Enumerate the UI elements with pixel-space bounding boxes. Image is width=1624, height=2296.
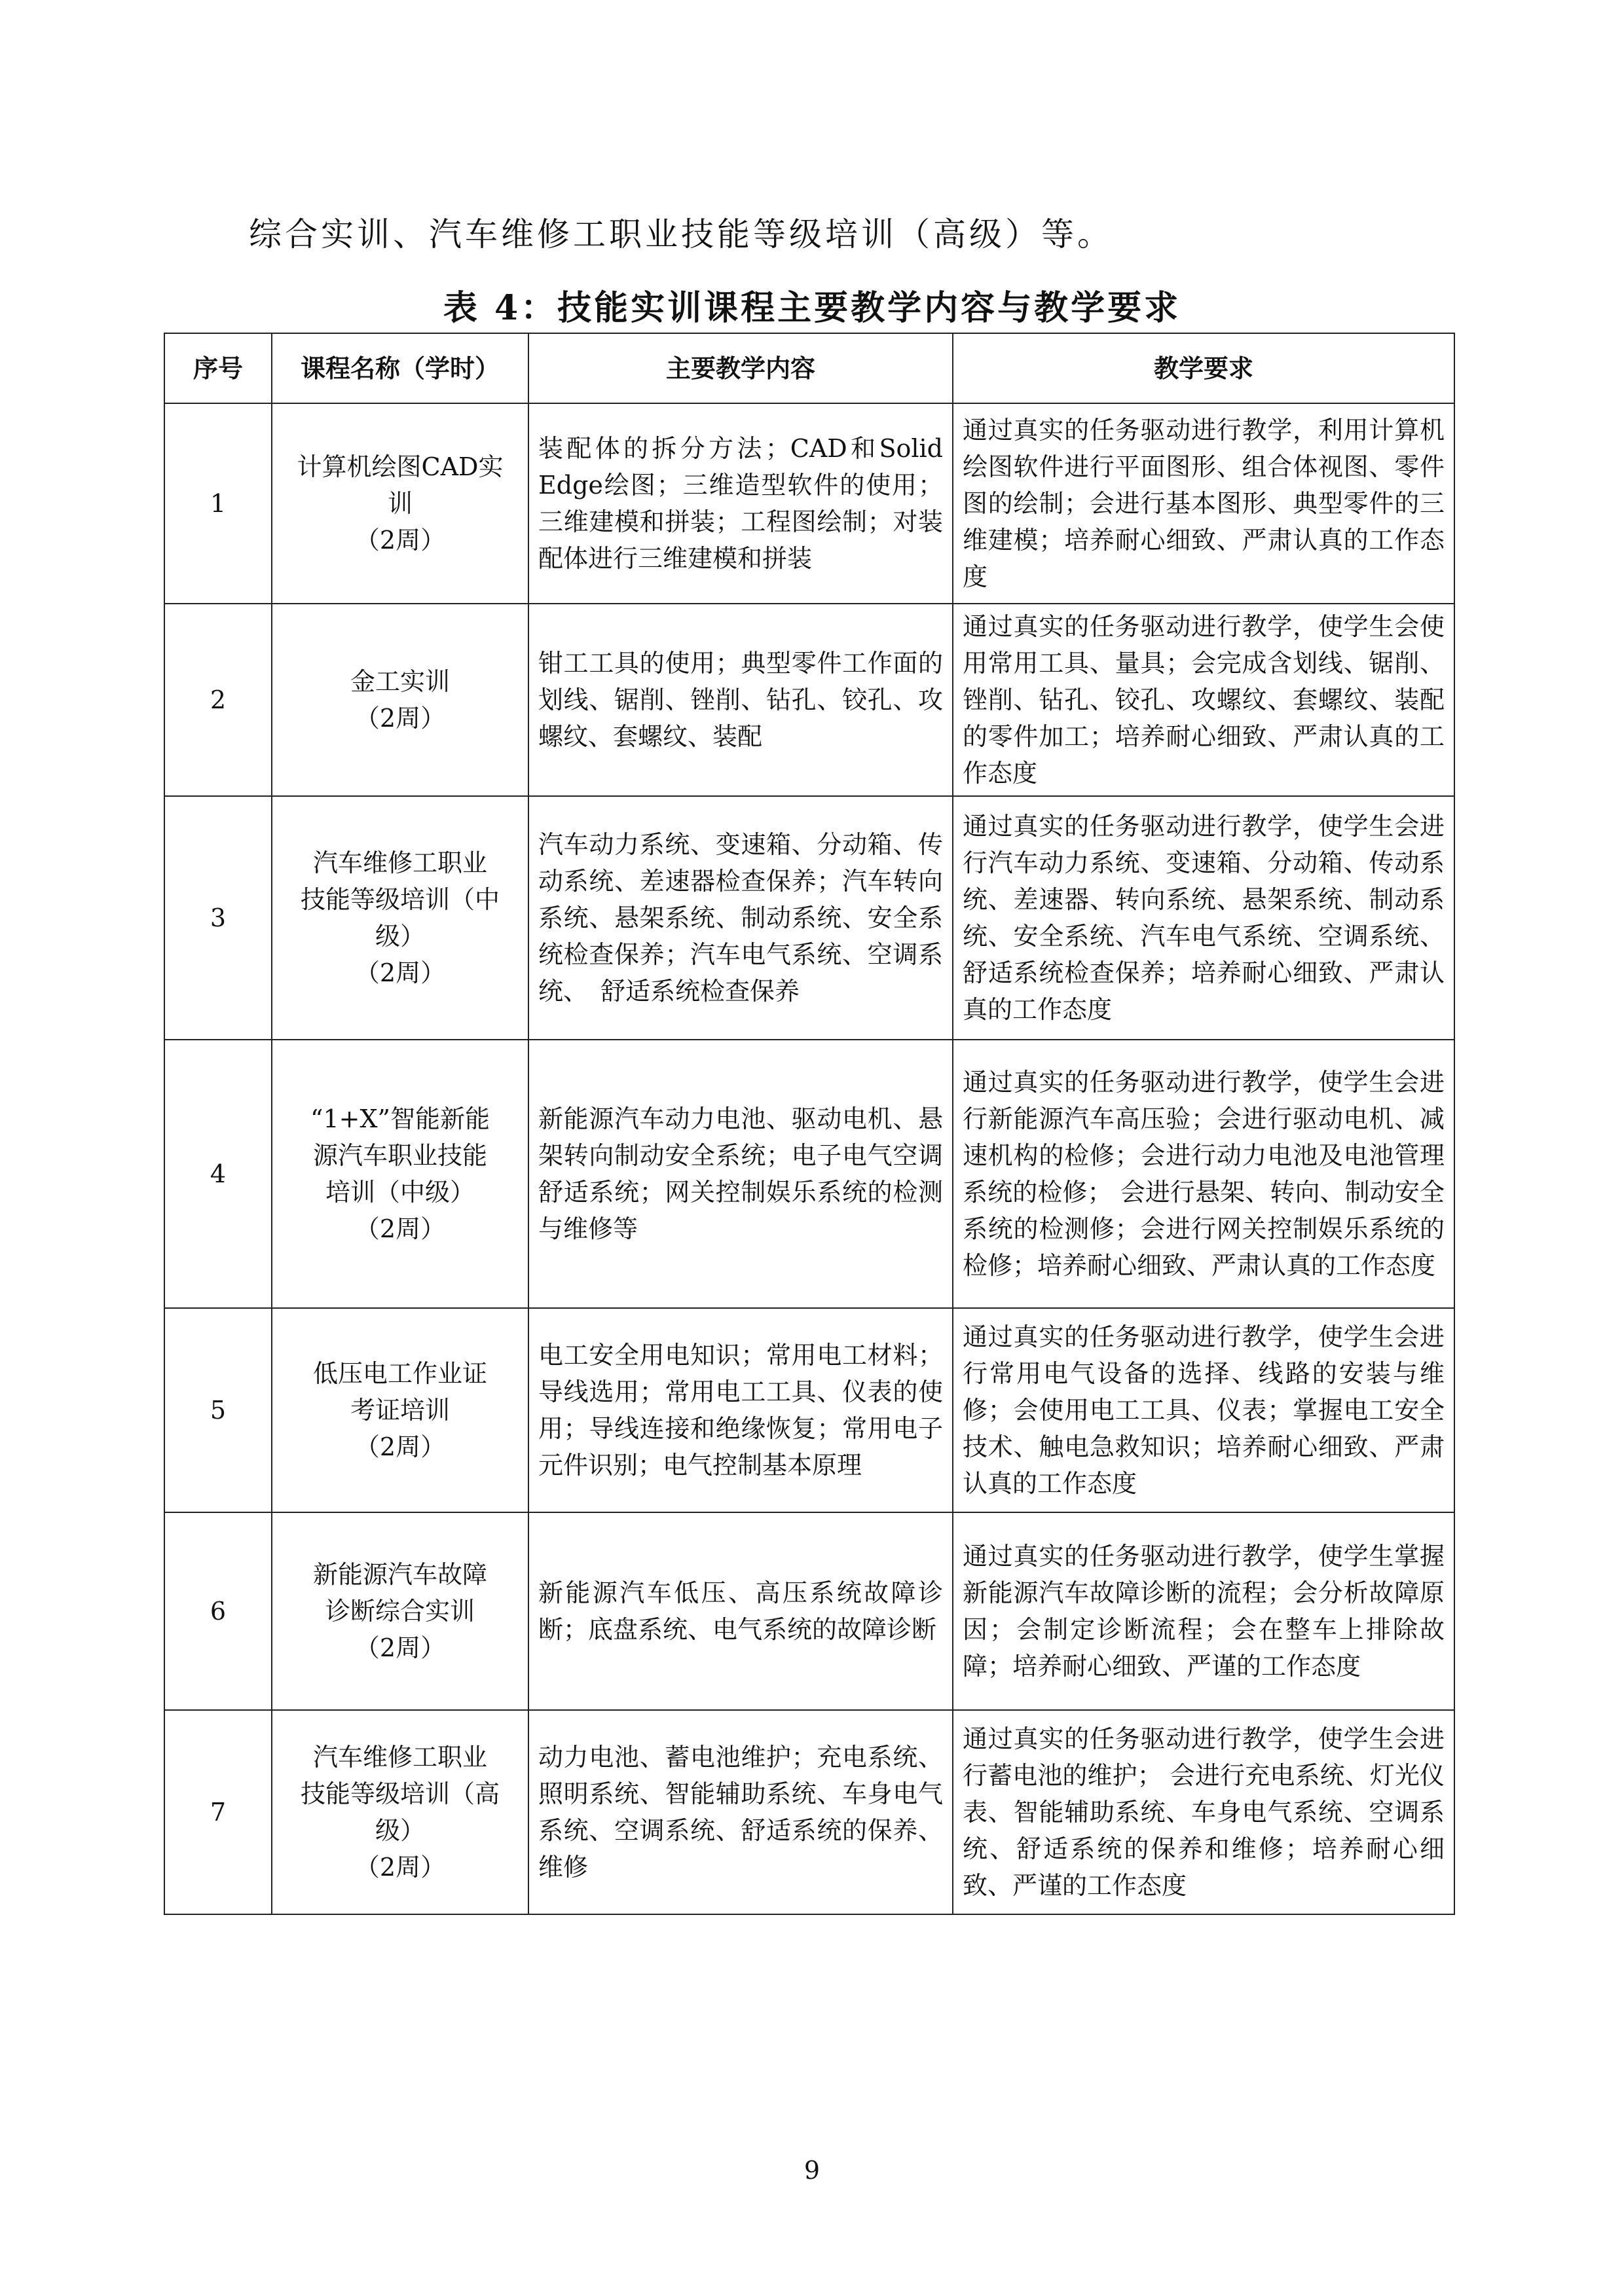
course-name-cell bbox=[272, 1710, 528, 1914]
requirement-cell: 通过真实的任务驱动进行教学，使学生掌握新能源汽车故障诊断的流程；会分析故障原因；会制定诊断流程；会在整车上排除故障；培养耐心细致、严谨的工作态度 bbox=[953, 1512, 1454, 1710]
content-cell: 装配体的拆分方法；CAD和Solid Edge绘图；三维造型软件的使用；三维建模和拼装；工程图绘制；对装配体进行三维建模和拼装 bbox=[528, 403, 953, 604]
content-cell: 新能源汽车动力电池、驱动电机、悬架转向制动安全系统；电子电气空调舒适系统；网关控制娱乐系统的检测与维修等 bbox=[528, 1040, 953, 1308]
course-name-line: （2周） bbox=[354, 1853, 446, 1882]
course-name-line: 低压电工作业证 bbox=[312, 1359, 487, 1388]
requirement-cell: 通过真实的任务驱动进行教学，使学生会进行蓄电池的维护； 会进行充电系统、灯光仪表、智能辅助系统、车身电气系统、空调系统、舒适系统的保养和维修；培养耐心细致、严谨的工作态度 bbox=[953, 1710, 1454, 1914]
course-name-line: （2周） bbox=[354, 1432, 446, 1461]
course-name-line: 汽车维修工职业 bbox=[312, 1743, 487, 1772]
row-number: 2 bbox=[164, 604, 272, 796]
course-name-line: （2周） bbox=[354, 1214, 446, 1243]
intro-line: 综合实训、汽车维修工职业技能等级培训（高级）等。 bbox=[249, 215, 1113, 253]
table-row bbox=[164, 1308, 1454, 1512]
table-header-row bbox=[164, 333, 1454, 403]
course-name-line: （2周） bbox=[354, 958, 446, 987]
row-number: 4 bbox=[164, 1040, 272, 1308]
course-name-line: “1+X”智能新能 bbox=[310, 1104, 490, 1133]
content-cell: 电工安全用电知识；常用电工材料；导线选用；常用电工工具、仪表的使用；导线连接和绝缘恢复；常用电子元件识别；电气控制基本原理 bbox=[528, 1308, 953, 1512]
requirement-cell: 通过真实的任务驱动进行教学，利用计算机绘图软件进行平面图形、组合体视图、零件图的绘制；会进行基本图形、典型零件的三维建模；培养耐心细致、严肃认真的工作态度 bbox=[953, 403, 1454, 604]
table-row bbox=[164, 1710, 1454, 1914]
header-requirement: 教学要求 bbox=[953, 333, 1454, 403]
table-row bbox=[164, 1512, 1454, 1710]
course-name-line: 训 bbox=[387, 489, 413, 518]
header-no: 序号 bbox=[164, 333, 272, 403]
requirement-cell: 通过真实的任务驱动进行教学，使学生会进行新能源汽车高压验；会进行驱动电机、减速机构的检修；会进行动力电池及电池管理系统的检修； 会进行悬架、转向、制动安全系统的检测修；会进行网关控制娱乐系统的检修；培养耐心细致、严肃认真的工作态度 bbox=[953, 1040, 1454, 1308]
course-name-line: 源汽车职业技能 bbox=[312, 1141, 487, 1170]
table-row bbox=[164, 1040, 1454, 1308]
table-row bbox=[164, 604, 1454, 796]
table-row bbox=[164, 796, 1454, 1040]
header-content: 主要教学内容 bbox=[528, 333, 953, 403]
row-number: 1 bbox=[164, 403, 272, 604]
content-cell: 钳工工具的使用；典型零件工作面的划线、锯削、锉削、钻孔、铰孔、攻螺纹、套螺纹、装配 bbox=[528, 604, 953, 796]
requirement-cell: 通过真实的任务驱动进行教学，使学生会进行汽车动力系统、变速箱、分动箱、传动系统、差速器、转向系统、悬架系统、制动系统、安全系统、汽车电气系统、空调系统、舒适系统检查保养；培养耐心细致、严肃认真的工作态度 bbox=[953, 796, 1454, 1040]
row-number: 5 bbox=[164, 1308, 272, 1512]
course-name-line: 金工实训 bbox=[350, 667, 450, 696]
course-name-line: 培训（中级） bbox=[325, 1178, 475, 1207]
table-caption: 表 4：技能实训课程主要教学内容与教学要求 bbox=[443, 288, 1181, 328]
course-name-cell bbox=[272, 1040, 528, 1308]
row-number: 3 bbox=[164, 796, 272, 1040]
course-table bbox=[164, 333, 1455, 1915]
course-name-line: 考证培训 bbox=[350, 1396, 450, 1425]
row-number: 7 bbox=[164, 1710, 272, 1914]
course-name-line: 诊断综合实训 bbox=[325, 1597, 475, 1626]
table-body bbox=[164, 403, 1454, 1914]
row-number: 6 bbox=[164, 1512, 272, 1710]
course-name-line: 技能等级培训（中 bbox=[300, 885, 500, 914]
requirement-cell: 通过真实的任务驱动进行教学，使学生会进行常用电气设备的选择、线路的安装与维修；会使用电工工具、仪表；掌握电工安全技术、触电急救知识；培养耐心细致、严肃认真的工作态度 bbox=[953, 1308, 1454, 1512]
course-name-cell bbox=[272, 796, 528, 1040]
page-number: 9 bbox=[803, 2156, 821, 2185]
course-name-line: 技能等级培训（高 bbox=[300, 1779, 500, 1808]
course-name-line: 汽车维修工职业 bbox=[312, 848, 487, 877]
course-name-line: 级） bbox=[375, 922, 425, 951]
header-course-name: 课程名称（学时） bbox=[272, 333, 528, 403]
course-name-line: （2周） bbox=[354, 1633, 446, 1662]
course-name-line: 级） bbox=[375, 1816, 425, 1845]
content-cell: 动力电池、蓄电池维护；充电系统、照明系统、智能辅助系统、车身电气系统、空调系统、舒适系统的保养、维修 bbox=[528, 1710, 953, 1914]
course-name-cell bbox=[272, 604, 528, 796]
course-name-cell bbox=[272, 1512, 528, 1710]
requirement-cell: 通过真实的任务驱动进行教学，使学生会使用常用工具、量具；会完成含划线、锯削、锉削、钻孔、铰孔、攻螺纹、套螺纹、装配的零件加工；培养耐心细致、严肃认真的工作态度 bbox=[953, 604, 1454, 796]
table-row bbox=[164, 403, 1454, 604]
course-name-line: （2周） bbox=[354, 526, 446, 555]
course-name-line: 计算机绘图CAD实 bbox=[297, 452, 504, 481]
content-cell: 汽车动力系统、变速箱、分动箱、传动系统、差速器检查保养；汽车转向系统、悬架系统、制动系统、安全系统检查保养；汽车电气系统、空调系统、 舒适系统检查保养 bbox=[528, 796, 953, 1040]
course-name-line: 新能源汽车故障 bbox=[312, 1560, 487, 1589]
course-name-cell bbox=[272, 1308, 528, 1512]
course-name-line: （2周） bbox=[354, 704, 446, 733]
content-cell: 新能源汽车低压、高压系统故障诊断；底盘系统、电气系统的故障诊断 bbox=[528, 1512, 953, 1710]
course-name-cell bbox=[272, 403, 528, 604]
